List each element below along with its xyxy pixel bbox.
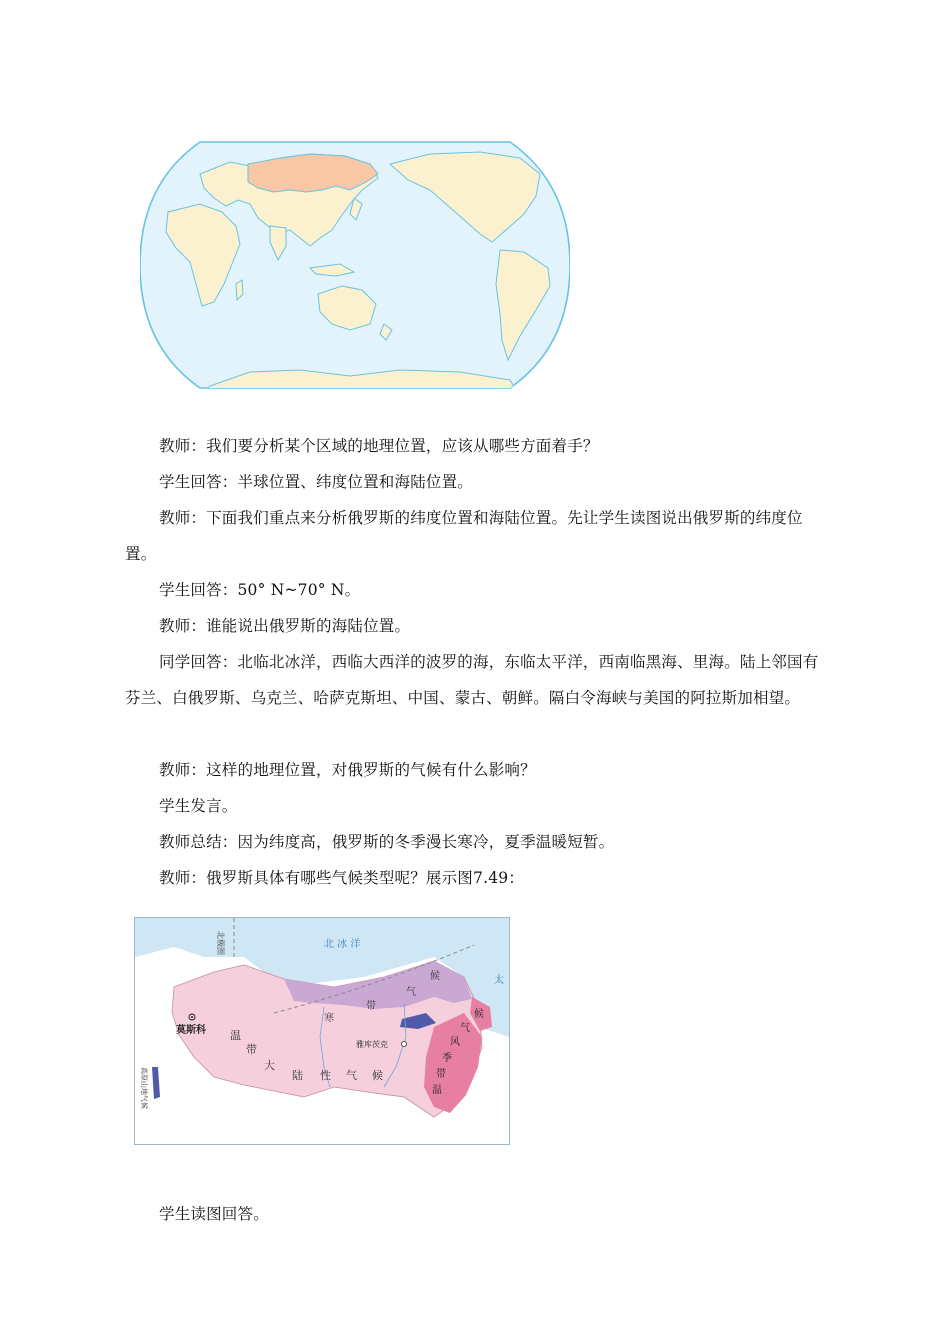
label-pacific: 太 xyxy=(494,975,504,986)
dialogue-student-answer-3: 同学回答：北临北冰洋，西临大西洋的波罗的海，东临太平洋，西南临黑海、里海。陆上邻国有芬兰、白俄罗斯、乌克兰、哈萨克斯坦、中国、蒙古、朝鲜。隔白令海峡与美国的阿拉斯加相望。 xyxy=(125,653,819,707)
label-cold-zone-3: 气 xyxy=(406,987,416,998)
label-moscow: 莫斯科 xyxy=(176,1025,206,1036)
label-arctic-circle: 北极圈 xyxy=(216,931,225,955)
label-continental-4: 陆 xyxy=(292,1069,303,1082)
dialogue-teacher-summary: 教师总结：因为纬度高，俄罗斯的冬季漫长寒冷，夏季温暖短暂。 xyxy=(159,833,615,851)
moscow-marker-dot-icon xyxy=(191,1016,193,1018)
label-monsoon-1: 温 xyxy=(432,1085,442,1096)
label-continental-5: 性 xyxy=(320,1069,331,1082)
label-cold-zone-1: 寒 xyxy=(324,1013,334,1024)
yakutsk-marker-icon xyxy=(402,1042,407,1047)
dialogue-teacher-question-2: 教师：下面我们重点来分析俄罗斯的纬度位置和海陆位置。先让学生读图说出俄罗斯的纬度位置。 xyxy=(125,509,803,563)
world-map-figure xyxy=(140,134,570,396)
dialogue-student-final: 学生读图回答。 xyxy=(159,1205,269,1223)
dialogue-student-speech: 学生发言。 xyxy=(159,797,238,815)
dialogue-student-answer-2: 学生回答：50° N~70° N。 xyxy=(159,581,361,599)
label-monsoon-3: 季 xyxy=(442,1053,452,1064)
dialogue-student-answer-1: 学生回答：半球位置、纬度位置和海陆位置。 xyxy=(159,473,474,491)
label-monsoon-2: 带 xyxy=(436,1069,446,1080)
label-continental-2: 带 xyxy=(246,1043,257,1056)
label-monsoon-4: 风 xyxy=(450,1037,460,1048)
label-continental-1: 温 xyxy=(230,1029,241,1042)
label-arctic-ocean: 北 冰 洋 xyxy=(324,939,361,950)
label-yakutsk: 雅库茨克 xyxy=(356,1040,388,1049)
label-highland: 高原山地气候 xyxy=(140,1067,148,1109)
label-continental-7: 候 xyxy=(372,1069,383,1082)
label-cold-zone-2: 带 xyxy=(366,1001,376,1012)
dialogue-teacher-question-3: 教师：谁能说出俄罗斯的海陆位置。 xyxy=(159,617,411,635)
label-cold-zone-4: 候 xyxy=(430,971,440,982)
russia-climate-map-figure xyxy=(134,917,510,1145)
label-continental-6: 气 xyxy=(346,1069,357,1082)
label-monsoon-5: 气 xyxy=(460,1023,470,1034)
dialogue-teacher-question-1: 教师：我们要分析某个区域的地理位置，应该从哪些方面着手？ xyxy=(159,437,599,455)
dialogue-teacher-question-5: 教师：俄罗斯具体有哪些气候类型呢？展示图7.49： xyxy=(159,869,525,887)
dialogue-teacher-question-4: 教师：这样的地理位置，对俄罗斯的气候有什么影响？ xyxy=(159,761,536,779)
label-continental-3: 大 xyxy=(264,1059,275,1072)
label-monsoon-6: 候 xyxy=(474,1009,484,1020)
